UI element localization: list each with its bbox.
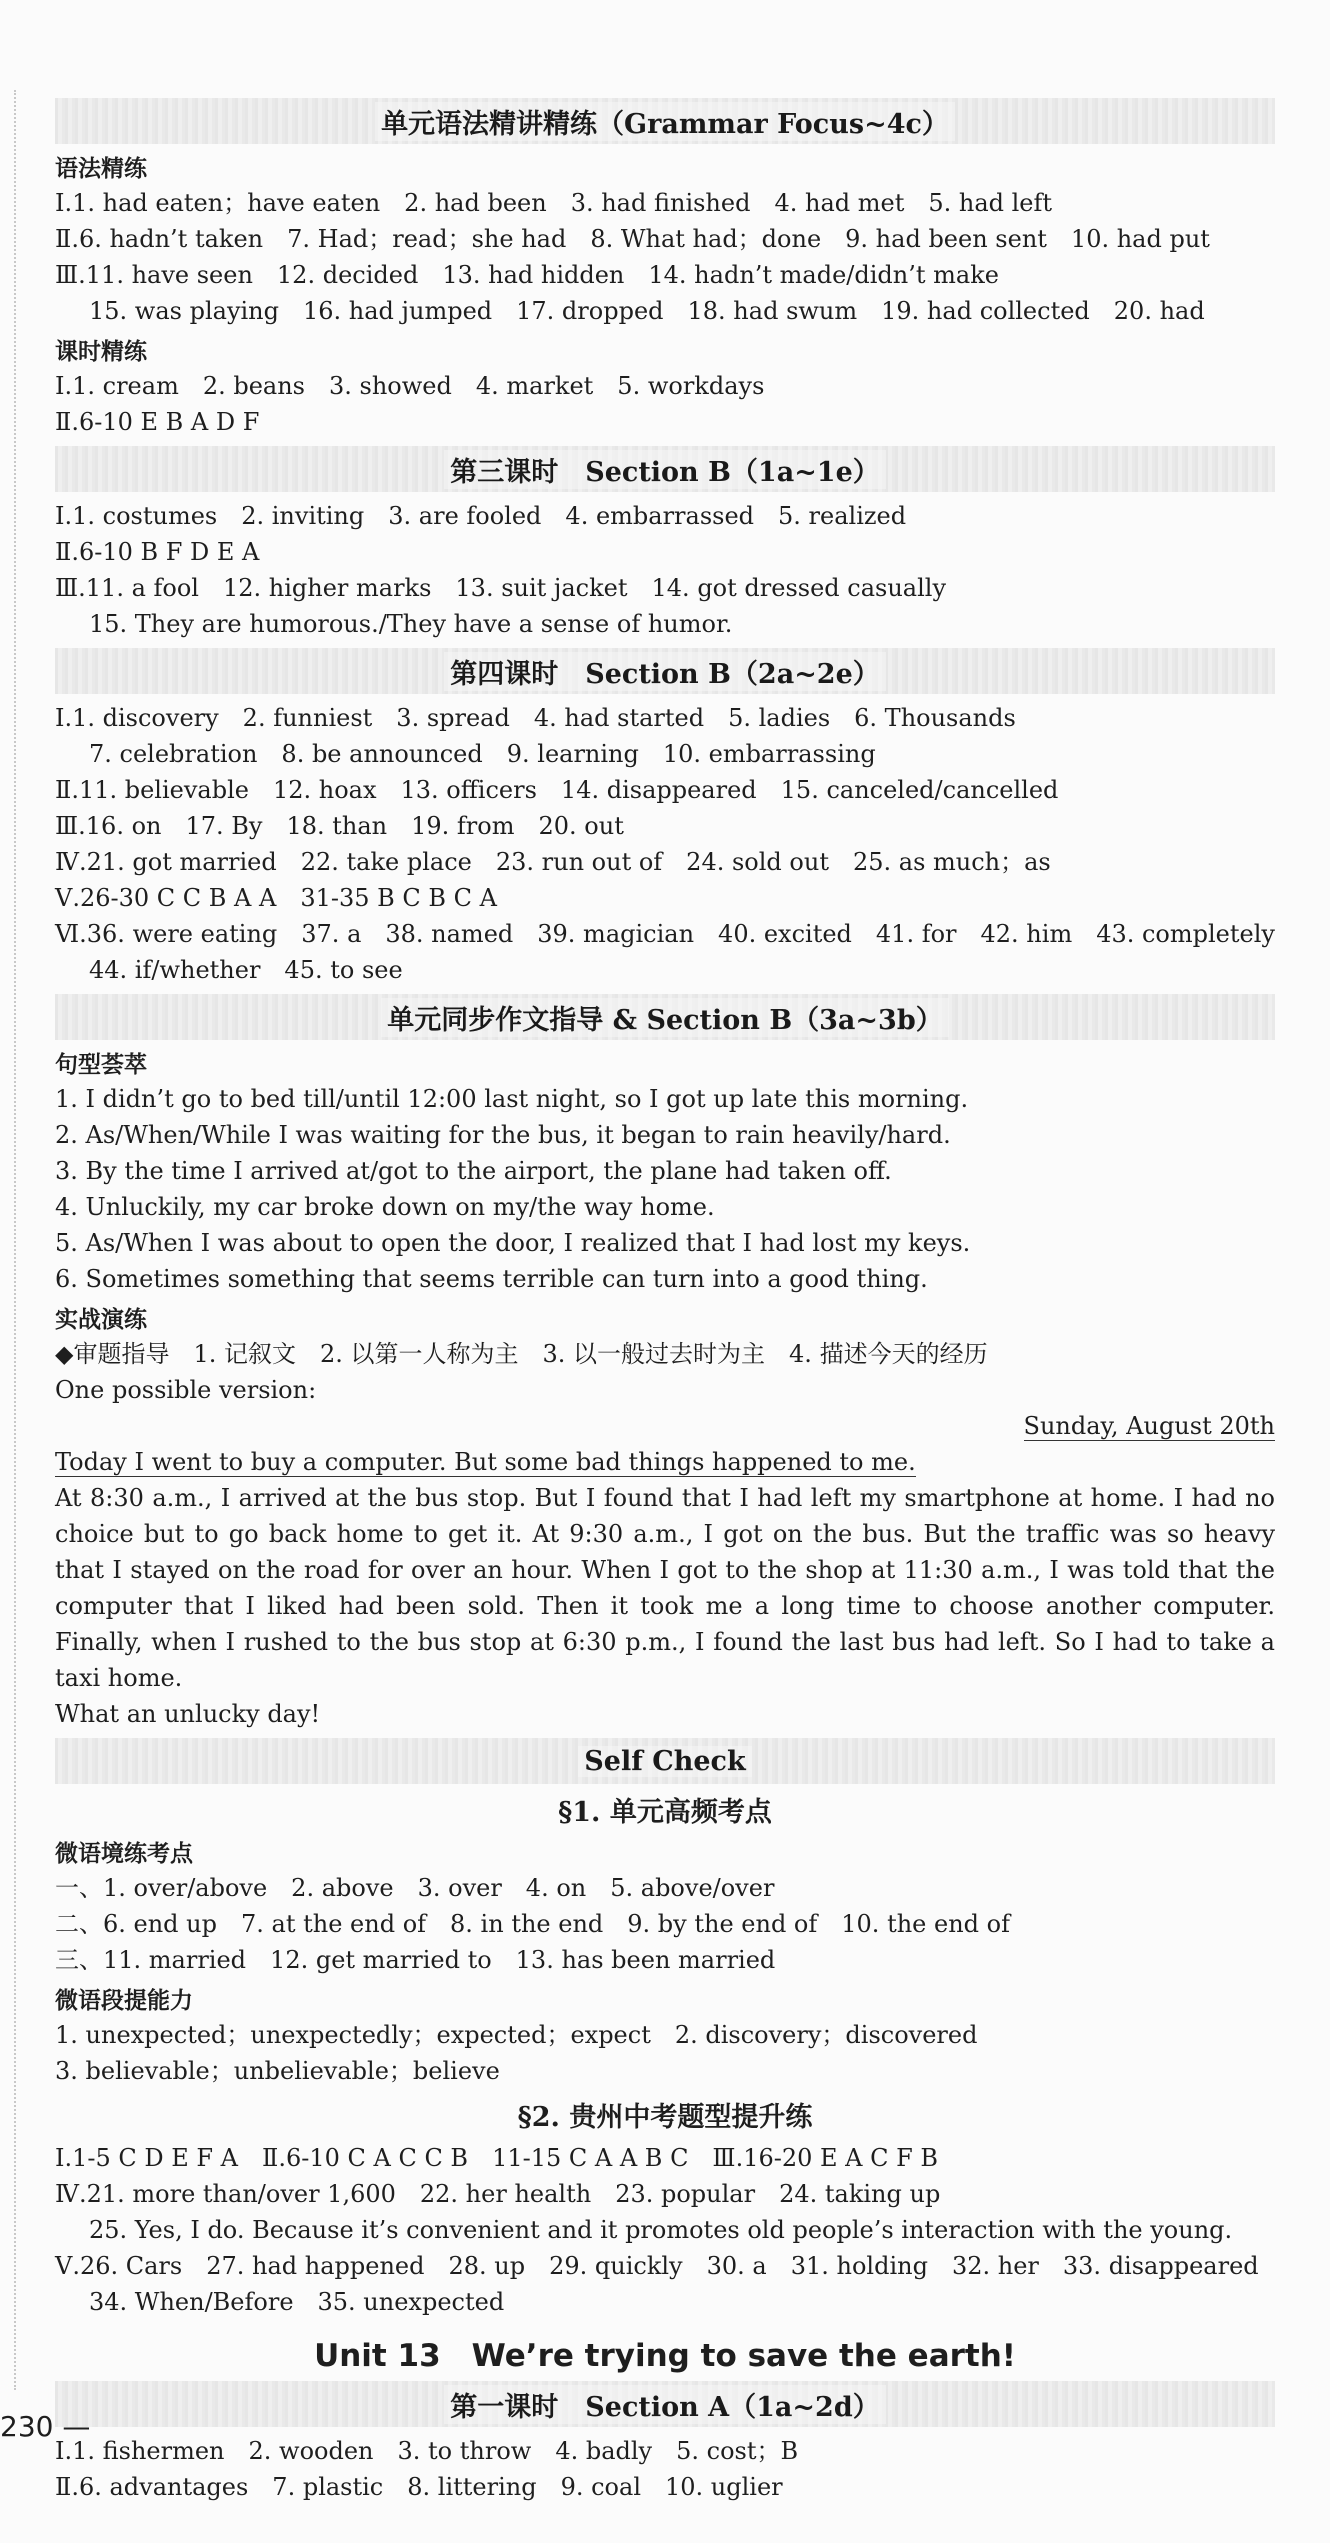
subsection-label: 实战演练 — [55, 1307, 147, 1333]
answer-line: Ⅰ.1-5 C D E F A Ⅱ.6-10 C A C C B 11-15 C A A B C Ⅲ.16-20 E A C F B — [55, 2144, 939, 2172]
answer-line: Ⅵ.36. were eating 37. a 38. named 39. magician 40. excited 41. for 42. him 43. completely — [55, 920, 1275, 948]
answer-line: Ⅱ.6. hadn’t taken 7. Had；read；she had 8. What had；done 9. had been sent 10. had put — [55, 225, 1210, 253]
section-band — [55, 994, 1275, 1040]
section-title: 第三课时 Section B（1a~1e） — [444, 450, 886, 489]
subsection-label: 微语段提能力 — [55, 1988, 193, 2014]
section-band — [55, 1738, 1275, 1784]
section-band — [55, 2381, 1275, 2427]
answer-line: Ⅱ.11. believable 12. hoax 13. officers 14. disappeared 15. canceled/cancelled — [55, 776, 1059, 804]
subsection-heading: §2. 贵州中考题型提升练 — [517, 2102, 813, 2133]
essay-opening — [55, 1444, 1275, 1480]
answer-line: Ⅲ.11. have seen 12. decided 13. had hidden 14. hadn’t made/didn’t make — [55, 261, 999, 289]
answer-line-indented: 25. Yes, I do. Because it’s convenient and it promotes old people’s interaction with the young. — [89, 2216, 1233, 2244]
answer-line: What an unlucky day! — [55, 1700, 321, 1728]
subsection-heading: §1. 单元高频考点 — [558, 1797, 772, 1828]
answer-line: 2. As/When/While I was waiting for the bus, it began to rain heavily/hard. — [55, 1121, 951, 1149]
answer-line: Ⅴ.26. Cars 27. had happened 28. up 29. quickly 30. a 31. holding 32. her 33. disappeared — [55, 2252, 1259, 2280]
answer-line: One possible version: — [55, 1376, 317, 1404]
answer-line-indented: 34. When/Before 35. unexpected — [89, 2288, 505, 2316]
answer-line-indented: 44. if/whether 45. to see — [89, 956, 403, 984]
answer-line: 6. Sometimes something that seems terrible can turn into a good thing. — [55, 1265, 928, 1293]
answer-line: Ⅱ.6-10 B F D E A — [55, 538, 260, 566]
section-band — [55, 446, 1275, 492]
answer-line: Ⅴ.26-30 C C B A A 31-35 B C B C A — [55, 884, 497, 912]
section-band — [55, 648, 1275, 694]
answer-line: 4. Unluckily, my car broke down on my/the way home. — [55, 1193, 715, 1221]
answer-line: Ⅰ.1. fishermen 2. wooden 3. to throw 4. badly 5. cost；B — [55, 2437, 799, 2465]
section-title: 单元语法精讲精练（Grammar Focus~4c） — [375, 102, 955, 141]
page-edge-dots — [14, 90, 17, 2390]
answer-line: Ⅲ.11. a fool 12. higher marks 13. suit jacket 14. got dressed casually — [55, 574, 947, 602]
answer-line: Ⅰ.1. discovery 2. funniest 3. spread 4. had started 5. ladies 6. Thousands — [55, 704, 1016, 732]
answer-line: 1. I didn’t go to bed till/until 12:00 last night, so I got up late this morning. — [55, 1085, 969, 1113]
unit-title: Unit 13 We’re trying to save the earth! — [314, 2338, 1016, 2374]
subsection-label: 微语境练考点 — [55, 1841, 193, 1867]
page-number: 230 — — [0, 2410, 91, 2443]
answer-line: Ⅳ.21. more than/over 1,600 22. her health 23. popular 24. taking up — [55, 2180, 941, 2208]
section-band — [55, 98, 1275, 144]
answer-line: ◆审题指导 1. 记叙文 2. 以第一人称为主 3. 以一般过去时为主 4. 描述今天的经历 — [55, 1340, 988, 1368]
subsection-label: 句型荟萃 — [55, 1052, 147, 1078]
answer-line: Ⅰ.1. had eaten；have eaten 2. had been 3. had finished 4. had met 5. had left — [55, 189, 1053, 217]
answer-line: Ⅰ.1. costumes 2. inviting 3. are fooled 4. embarrassed 5. realized — [55, 502, 907, 530]
answer-page — [55, 92, 1275, 2505]
answer-line: Ⅰ.1. cream 2. beans 3. showed 4. market 5. workdays — [55, 372, 765, 400]
answer-line: Ⅱ.6-10 E B A D F — [55, 408, 260, 436]
answer-line: 三、11. married 12. get married to 13. has been married — [55, 1946, 776, 1974]
underlined-text: Today I went to buy a computer. But some bad things happened to me. — [55, 1448, 916, 1476]
answer-line: 1. unexpected；unexpectedly；expected；expect 2. discovery；discovered — [55, 2021, 978, 2049]
subsection-label: 语法精练 — [55, 156, 147, 182]
answer-line: 3. believable；unbelievable；believe — [55, 2057, 500, 2085]
section-title: 第一课时 Section A（1a~2d） — [444, 2385, 885, 2424]
section-title: 第四课时 Section B（2a~2e） — [444, 652, 886, 691]
section-title: 单元同步作文指导 & Section B（3a~3b） — [381, 998, 948, 1037]
answer-line: Ⅲ.16. on 17. By 18. than 19. from 20. out — [55, 812, 624, 840]
answer-line-indented: 15. They are humorous./They have a sense of humor. — [89, 610, 733, 638]
answer-line: Ⅱ.6. advantages 7. plastic 8. littering 9. coal 10. uglier — [55, 2473, 783, 2501]
subsection-label: 课时精练 — [55, 339, 147, 365]
section-title: Self Check — [578, 1746, 751, 1777]
essay-paragraph: At 8:30 a.m., I arrived at the bus stop. But I found that I had left my smartphone at home. I had no choice but to go back home to get it. At 9:30 a.m., I got on the bus. But the traffic was so heavy that I stayed on the road for over an hour. When I got to the shop at 11:30 a.m., I was told that the computer that I liked had been sold. Then it took me a long time to choose another computer. Finally, when I rushed to the bus stop at 6:30 p.m., I found the last bus had left. So I had to take a taxi home. — [55, 1484, 1275, 1692]
essay-date — [55, 1408, 1275, 1444]
answer-line: Ⅳ.21. got married 22. take place 23. run out of 24. sold out 25. as much；as — [55, 848, 1051, 876]
answer-line-indented: 7. celebration 8. be announced 9. learning 10. embarrassing — [89, 740, 876, 768]
answer-line: 二、6. end up 7. at the end of 8. in the end 9. by the end of 10. the end of — [55, 1910, 1010, 1938]
answer-line: 5. As/When I was about to open the door, I realized that I had lost my keys. — [55, 1229, 971, 1257]
underlined-text: Sunday, August 20th — [1023, 1412, 1275, 1440]
answer-line-indented: 15. was playing 16. had jumped 17. dropped 18. had swum 19. had collected 20. had — [89, 297, 1205, 325]
answer-line: 3. By the time I arrived at/got to the airport, the plane had taken off. — [55, 1157, 892, 1185]
answer-line: 一、1. over/above 2. above 3. over 4. on 5. above/over — [55, 1874, 775, 1902]
